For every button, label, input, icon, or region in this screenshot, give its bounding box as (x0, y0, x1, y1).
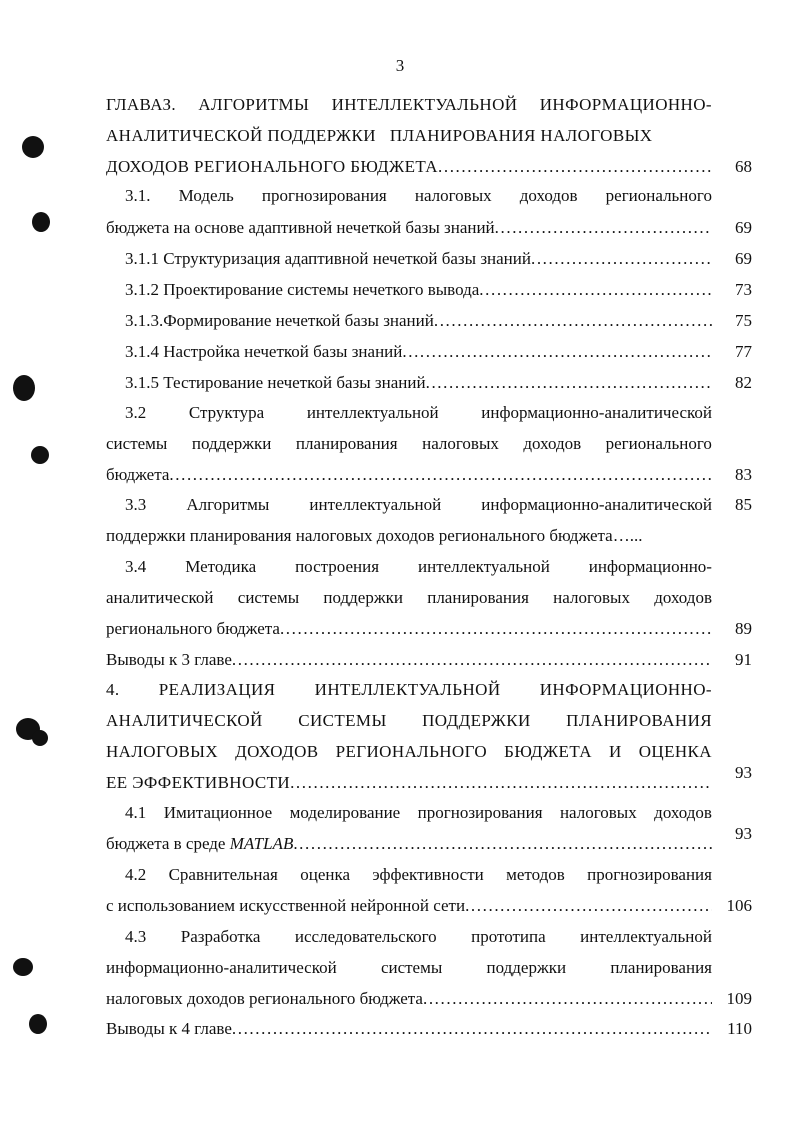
toc-3-3-line1[interactable] (125, 495, 712, 515)
toc-text (106, 742, 712, 762)
toc-page-number: 82 (735, 373, 752, 392)
toc-word: РЕАЛИЗАЦИЯ (158, 680, 276, 699)
toc-text (106, 958, 712, 978)
toc-3-2-line3[interactable] (106, 465, 712, 485)
dot-leader (531, 249, 712, 269)
punch-hole (31, 446, 49, 464)
toc-word: интеллектуальной (418, 557, 550, 576)
dot-leader (290, 773, 712, 793)
toc-word: информационно- (588, 557, 712, 576)
toc-chapter4-line4[interactable] (106, 773, 712, 793)
toc-3-2-line1[interactable] (125, 403, 712, 423)
toc-word: Алгоритмы (186, 495, 270, 514)
toc-word: 3.2 (125, 403, 147, 422)
toc-word: прогнозирования (587, 865, 712, 884)
toc-word: доходов (519, 186, 578, 205)
toc-word: налоговых (553, 588, 630, 607)
toc-conclusions-4[interactable] (106, 1019, 712, 1039)
toc-word: 3.3 (125, 495, 147, 514)
toc-text: поддержки планирования налоговых доходов регионального бюджета…... (106, 526, 643, 545)
dot-leader (465, 896, 712, 916)
toc-word: аналитической (106, 588, 214, 607)
toc-word: информационно-аналитической (481, 495, 712, 514)
toc-word: прогнозирования (417, 803, 543, 822)
toc-word: налоговых (414, 186, 492, 205)
toc-word: оценка (300, 865, 351, 884)
toc-4-2-line1[interactable] (125, 865, 712, 885)
toc-word: системы (106, 434, 168, 453)
toc-word: АНАЛИТИЧЕСКОЙ (106, 711, 263, 730)
toc-text (106, 588, 712, 608)
dot-leader (495, 218, 712, 238)
dot-leader (423, 989, 712, 1009)
toc-word: СИСТЕМЫ (298, 711, 387, 730)
toc-4-1-line2[interactable] (106, 834, 712, 854)
toc-4-3-line2[interactable] (106, 958, 712, 978)
toc-word: системы (380, 958, 443, 977)
toc-word: эффективности (372, 865, 484, 884)
toc-word: планирования (610, 958, 712, 977)
toc-word: Структура (188, 403, 265, 422)
toc-4-2-line2[interactable] (106, 896, 712, 916)
toc-word: налоговых (422, 434, 499, 453)
toc-word: интеллектуальной (309, 495, 442, 514)
toc-page-number: 83 (735, 465, 752, 484)
toc-word: доходов (523, 434, 582, 453)
page-number: 3 (395, 56, 405, 75)
toc-text (125, 557, 712, 577)
toc-word: методов (506, 865, 565, 884)
toc-word: 4.3 (125, 927, 147, 946)
toc-word: ПЛАНИРОВАНИЯ (566, 711, 712, 730)
toc-word: ГЛАВАЗ. (106, 95, 177, 114)
toc-word: поддержки (191, 434, 272, 453)
toc-page-number: 75 (735, 311, 752, 330)
toc-text (106, 434, 712, 454)
toc-3-1-3[interactable] (125, 311, 712, 331)
toc-page-number: 68 (735, 157, 752, 176)
toc-chapter4-line2[interactable] (106, 711, 712, 731)
dot-leader (293, 834, 712, 854)
toc-3-1-2[interactable] (125, 280, 712, 300)
toc-word: 3.1. (125, 186, 151, 205)
toc-word: Сравнительная (168, 865, 278, 884)
toc-3-1-5[interactable] (125, 373, 712, 393)
toc-word: ИНФОРМАЦИОННО- (539, 680, 712, 699)
toc-text: 3.1.5 Тестирование нечеткой базы знаний (125, 373, 426, 392)
toc-4-3-line1[interactable] (125, 927, 712, 947)
toc-word: БЮДЖЕТА (504, 742, 592, 761)
toc-text: ЕЕ ЭФФЕКТИВНОСТИ (106, 773, 291, 792)
toc-3-2-line2[interactable] (106, 434, 712, 454)
dot-leader (479, 280, 712, 300)
toc-page-number: 93 (735, 824, 752, 843)
toc-word: поддержки (323, 588, 403, 607)
toc-text: 3.1.2 Проектирование системы нечеткого вывода (125, 280, 480, 299)
toc-word: прототипа (471, 927, 546, 946)
toc-text: 3.1.3.Формирование нечеткой базы знаний (125, 311, 434, 330)
toc-page-number: 69 (735, 218, 752, 237)
toc-text (125, 495, 712, 515)
toc-text: Выводы к 4 главе (106, 1019, 232, 1038)
toc-page-number: 110 (727, 1019, 752, 1038)
toc-text (106, 95, 712, 115)
toc-word: поддержки (486, 958, 567, 977)
toc-text (125, 403, 712, 423)
toc-word: ИНФОРМАЦИОННО- (539, 95, 712, 114)
toc-word: доходов (654, 588, 712, 607)
toc-word: интеллектуальной (306, 403, 439, 422)
toc-chapter3-line2[interactable] (106, 126, 712, 146)
dot-leader (280, 619, 712, 639)
toc-text: бюджета (106, 465, 170, 484)
toc-4-1-line1[interactable] (125, 803, 712, 823)
dot-leader (232, 650, 712, 670)
toc-page-number: 91 (735, 650, 752, 669)
toc-word: налоговых (559, 803, 637, 822)
toc-word: планирования (427, 588, 529, 607)
toc-page-number: 106 (726, 896, 752, 915)
punch-hole (32, 730, 48, 746)
toc-text: 3.1.4 Настройка нечеткой базы знаний (125, 342, 403, 361)
toc-word: Имитационное (163, 803, 273, 822)
toc-word: доходов (654, 803, 712, 822)
toc-3-4-line3[interactable] (106, 619, 712, 639)
toc-text: 3.1.1 Структуризация адаптивной нечеткой базы знаний (125, 249, 531, 268)
toc-text (125, 865, 712, 885)
toc-word: ОЦЕНКА (638, 742, 712, 761)
toc-word: 4. (106, 680, 120, 699)
toc-word: планирования (295, 434, 398, 453)
toc-page-number: 85 (735, 495, 752, 514)
punch-hole (32, 212, 50, 232)
toc-word: РЕГИОНАЛЬНОГО (335, 742, 488, 761)
toc-word: Модель (178, 186, 234, 205)
toc-chapter3-line3[interactable] (106, 157, 712, 177)
toc-text-prefix: бюджета в среде (106, 834, 226, 853)
toc-word: Разработка (180, 927, 261, 946)
toc-text-italic: MATLAB (229, 834, 294, 853)
toc-word: 3.4 (125, 557, 147, 576)
toc-page-number: 109 (726, 989, 752, 1008)
toc-word: ДОХОДОВ (235, 742, 319, 761)
toc-word: И (609, 742, 622, 761)
toc-word: исследовательского (294, 927, 437, 946)
dot-leader (434, 311, 712, 331)
toc-text (106, 711, 712, 731)
toc-chapter4-line1[interactable] (106, 680, 712, 700)
dot-leader (232, 1019, 712, 1039)
toc-conclusions-3[interactable] (106, 650, 712, 670)
toc-text (125, 186, 712, 206)
toc-word: ИНТЕЛЛЕКТУАЛЬНОЙ (331, 95, 518, 114)
toc-word: информационно-аналитической (106, 958, 337, 977)
toc-word: информационно-аналитической (481, 403, 712, 422)
toc-page-number: 77 (735, 342, 752, 361)
toc-page-number: 69 (735, 249, 752, 268)
toc-word: регионального (605, 434, 712, 453)
toc-text: регионального бюджета (106, 619, 280, 638)
toc-word: прогнозирования (261, 186, 387, 205)
toc-text: бюджета на основе адаптивной нечеткой базы знаний (106, 218, 495, 237)
punch-hole (29, 1014, 47, 1034)
punch-hole (13, 958, 33, 976)
dot-leader (402, 342, 712, 362)
toc-text (106, 834, 293, 854)
dot-leader (169, 465, 712, 485)
toc-3-1-4[interactable] (125, 342, 712, 362)
toc-word: построения (295, 557, 380, 576)
toc-3-1-line1[interactable] (125, 186, 712, 206)
toc-word: моделирование (289, 803, 401, 822)
toc-word: АЛГОРИТМЫ (198, 95, 310, 114)
toc-word: системы (237, 588, 300, 607)
toc-chapter4-line3[interactable] (106, 742, 712, 762)
toc-text (125, 927, 712, 947)
toc-text: Выводы к 3 главе (106, 650, 232, 669)
toc-word: 4.1 (125, 803, 147, 822)
toc-3-4-line1[interactable] (125, 557, 712, 577)
toc-3-1-line2[interactable] (106, 218, 712, 238)
dot-leader (426, 373, 712, 393)
toc-word: Методика (185, 557, 257, 576)
toc-page-number: 73 (735, 280, 752, 299)
toc-word: ИНТЕЛЛЕКТУАЛЬНОЙ (314, 680, 501, 699)
toc-word: регионального (605, 186, 712, 205)
punch-hole (22, 136, 44, 158)
toc-3-4-line2[interactable] (106, 588, 712, 608)
toc-text: с использованием искусственной нейронной сети (106, 896, 466, 915)
toc-word: 4.2 (125, 865, 147, 884)
toc-text: налоговых доходов регионального бюджета (106, 989, 423, 1008)
toc-page-number: 89 (735, 619, 752, 638)
toc-text (125, 803, 712, 823)
punch-hole (13, 375, 35, 401)
toc-word: НАЛОГОВЫХ (106, 742, 219, 761)
toc-3-1-1[interactable] (125, 249, 712, 269)
toc-3-3-line2[interactable] (106, 526, 712, 546)
toc-text (106, 680, 712, 700)
toc-text: АНАЛИТИЧЕСКОЙ ПОДДЕРЖКИ ПЛАНИРОВАНИЯ НАЛОГОВЫХ (106, 126, 653, 145)
toc-4-3-line3[interactable] (106, 989, 712, 1009)
dot-leader (438, 157, 712, 177)
toc-chapter3-line1[interactable] (106, 95, 712, 115)
toc-text: ДОХОДОВ РЕГИОНАЛЬНОГО БЮДЖЕТА (106, 157, 438, 176)
toc-page-number: 93 (735, 763, 752, 782)
toc-word: интеллектуальной (580, 927, 712, 946)
toc-word: ПОДДЕРЖКИ (422, 711, 531, 730)
